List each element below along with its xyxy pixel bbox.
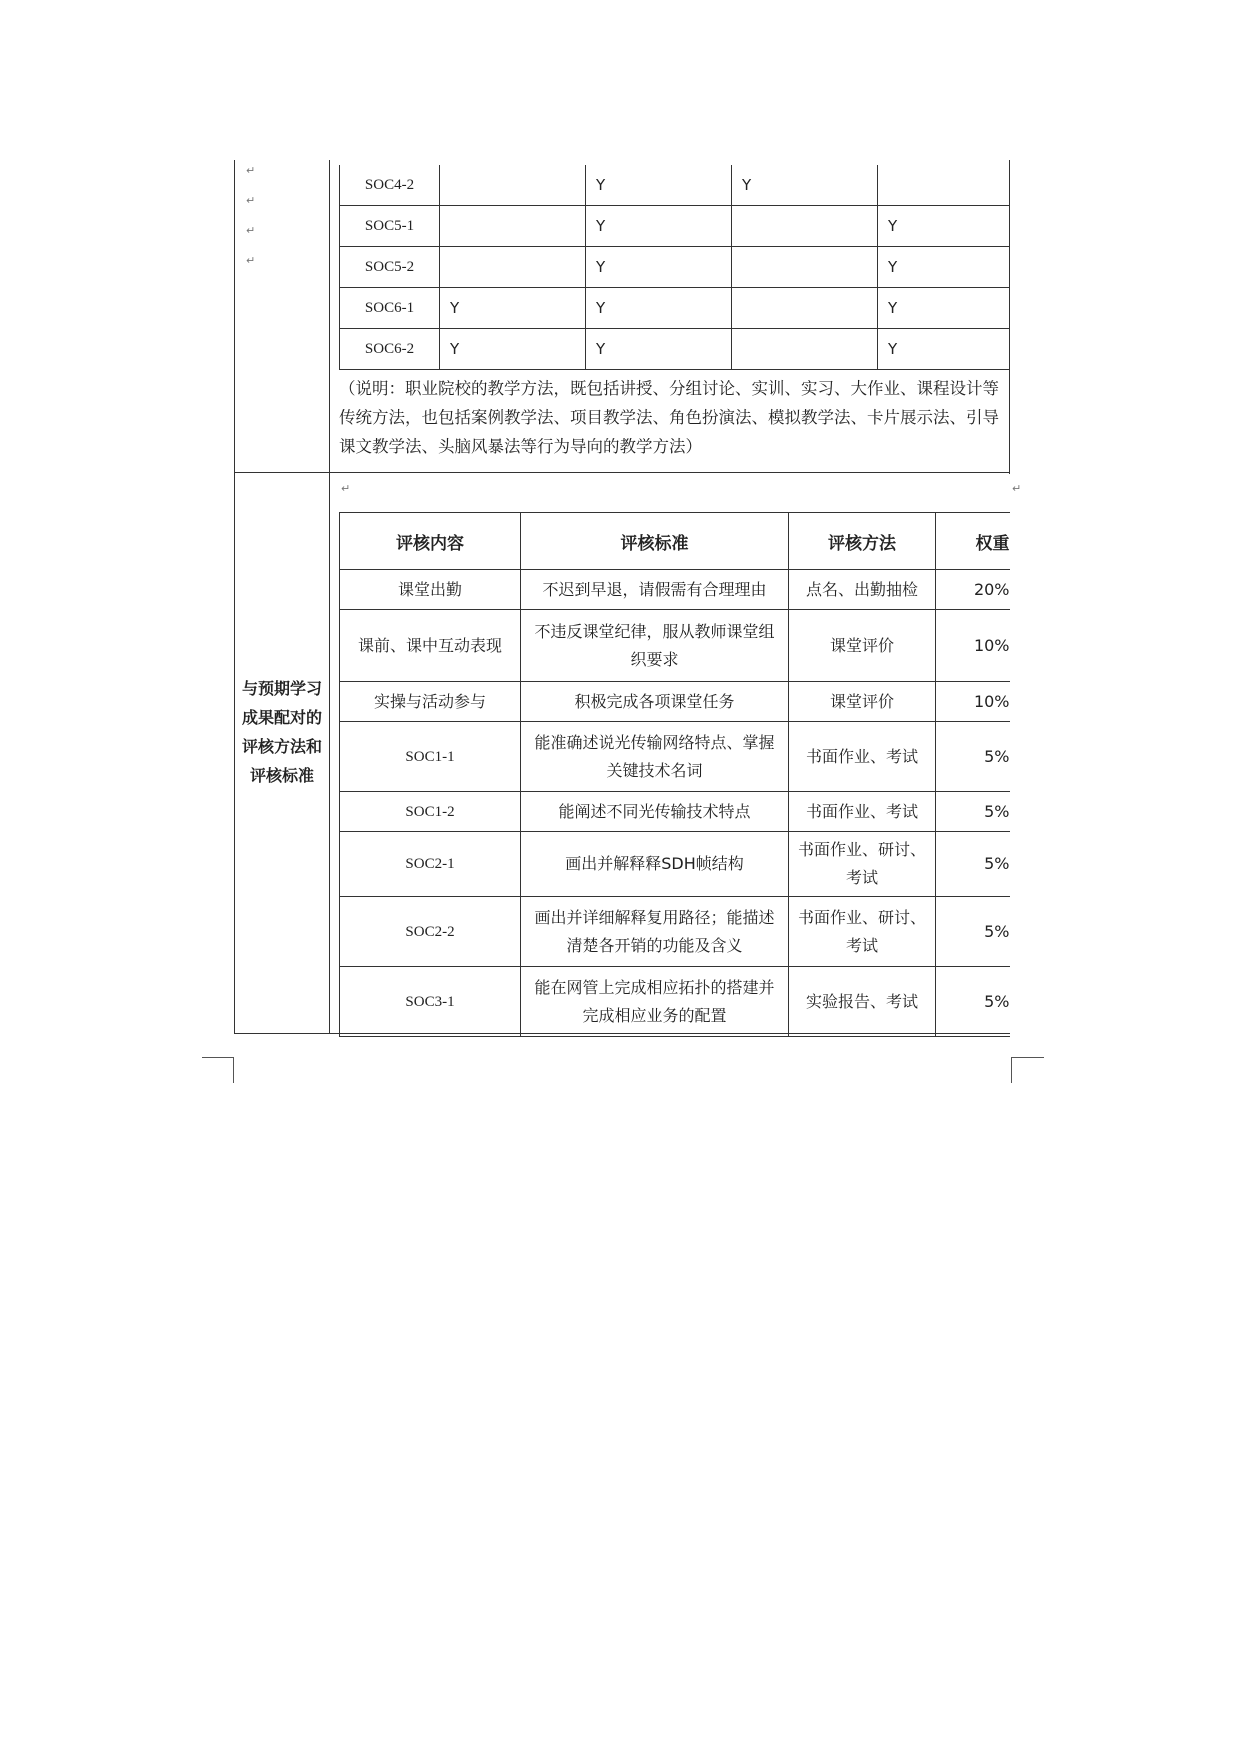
teaching-method-note: （说明：职业院校的教学方法，既包括讲授、分组讨论、实训、实习、大作业、课程设计等传统方法，也包括案例教学法、项目教学法、角色扮演法、模拟教学法、卡片展示法、引导课文教学法、头脑风暴法等行为导向的教学方法）	[339, 379, 999, 456]
outer-table-row-divider	[234, 472, 1010, 473]
method-cell: 点名、出勤抽检	[789, 570, 936, 610]
method-cell: Y	[878, 329, 1010, 370]
content-cell: SOC2-1	[340, 832, 521, 897]
method-cell: Y	[586, 247, 732, 288]
table-row	[340, 897, 1010, 967]
method-cell	[440, 247, 586, 288]
paragraph-mark: ↵	[246, 164, 256, 177]
content-cell: 课前、课中互动表现	[340, 610, 521, 682]
method-cell	[440, 206, 586, 247]
content-cell: SOC1-2	[340, 792, 521, 832]
table-row	[340, 792, 1010, 832]
table-row	[340, 967, 1010, 1037]
standard-cell: 积极完成各项课堂任务	[521, 682, 789, 722]
method-cell	[732, 288, 878, 329]
table-row	[340, 329, 1010, 370]
outer-table-left-border	[234, 160, 235, 1034]
crop-mark	[233, 1057, 234, 1083]
standard-cell: 画出并解释释SDH帧结构	[521, 832, 789, 897]
table-row	[340, 288, 1010, 329]
method-cell: Y	[440, 329, 586, 370]
soc-code-cell: SOC5-1	[340, 206, 440, 247]
weight-cell: 10%	[936, 610, 1010, 682]
content-cell: SOC2-2	[340, 897, 521, 967]
weight-cell: 5%	[936, 897, 1010, 967]
method-cell: 书面作业、研讨、考试	[789, 897, 936, 967]
method-cell: 课堂评价	[789, 682, 936, 722]
standard-cell: 能准确述说光传输网络特点、掌握关键技术名词	[521, 722, 789, 792]
method-cell: 实验报告、考试	[789, 967, 936, 1037]
weight-cell: 20%	[936, 570, 1010, 610]
method-cell: Y	[586, 288, 732, 329]
method-cell: Y	[586, 206, 732, 247]
method-cell	[732, 329, 878, 370]
content-cell: SOC1-1	[340, 722, 521, 792]
content-cell: 课堂出勤	[340, 570, 521, 610]
method-cell: Y	[878, 206, 1010, 247]
table-row	[340, 570, 1010, 610]
column-header: 评核内容	[340, 513, 521, 570]
method-cell: Y	[440, 288, 586, 329]
column-header: 评核标准	[521, 513, 789, 570]
method-cell: 书面作业、研讨、考试	[789, 832, 936, 897]
method-cell: Y	[586, 329, 732, 370]
method-cell: Y	[878, 247, 1010, 288]
table-row	[340, 165, 1010, 206]
standard-cell: 不迟到早退，请假需有合理理由	[521, 570, 789, 610]
table-header-row	[340, 513, 1010, 570]
table-row	[340, 722, 1010, 792]
method-cell	[732, 206, 878, 247]
content-cell: 实操与活动参与	[340, 682, 521, 722]
paragraph-mark: ↵	[246, 194, 256, 207]
teaching-method-table	[339, 165, 1010, 370]
column-header: 权重	[936, 513, 1010, 570]
standard-cell: 画出并详细解释复用路径；能描述清楚各开销的功能及含义	[521, 897, 789, 967]
crop-mark	[1011, 1057, 1044, 1058]
standard-cell: 能在网管上完成相应拓扑的搭建并完成相应业务的配置	[521, 967, 789, 1037]
table-row	[340, 682, 1010, 722]
method-cell: Y	[732, 165, 878, 206]
outer-table-inner-border	[329, 160, 330, 1034]
column-header: 评核方法	[789, 513, 936, 570]
method-cell	[440, 165, 586, 206]
paragraph-mark: ↵	[246, 224, 256, 237]
assessment-table	[339, 512, 1010, 1037]
weight-cell: 5%	[936, 967, 1010, 1037]
weight-cell: 5%	[936, 792, 1010, 832]
paragraph-mark: ↵	[341, 482, 351, 495]
table-row	[340, 832, 1010, 897]
standard-cell: 不违反课堂纪律，服从教师课堂组织要求	[521, 610, 789, 682]
paragraph-mark: ↵	[1012, 482, 1022, 495]
crop-mark	[202, 1057, 233, 1058]
method-cell: 书面作业、考试	[789, 722, 936, 792]
crop-mark	[1011, 1057, 1012, 1083]
standard-cell: 能阐述不同光传输技术特点	[521, 792, 789, 832]
soc-code-cell: SOC5-2	[340, 247, 440, 288]
method-cell	[878, 165, 1010, 206]
paragraph-mark: ↵	[246, 254, 256, 267]
method-cell: 课堂评价	[789, 610, 936, 682]
table-row	[340, 610, 1010, 682]
weight-cell: 5%	[936, 722, 1010, 792]
method-cell: Y	[878, 288, 1010, 329]
soc-code-cell: SOC6-2	[340, 329, 440, 370]
table-row	[340, 206, 1010, 247]
method-cell: 书面作业、考试	[789, 792, 936, 832]
assessment-section-label: 与预期学习成果配对的评核方法和评核标准	[241, 679, 322, 785]
soc-code-cell: SOC6-1	[340, 288, 440, 329]
content-cell: SOC3-1	[340, 967, 521, 1037]
weight-cell: 5%	[936, 832, 1010, 897]
table-row	[340, 247, 1010, 288]
method-cell	[732, 247, 878, 288]
weight-cell: 10%	[936, 682, 1010, 722]
method-cell: Y	[586, 165, 732, 206]
soc-code-cell: SOC4-2	[340, 165, 440, 206]
